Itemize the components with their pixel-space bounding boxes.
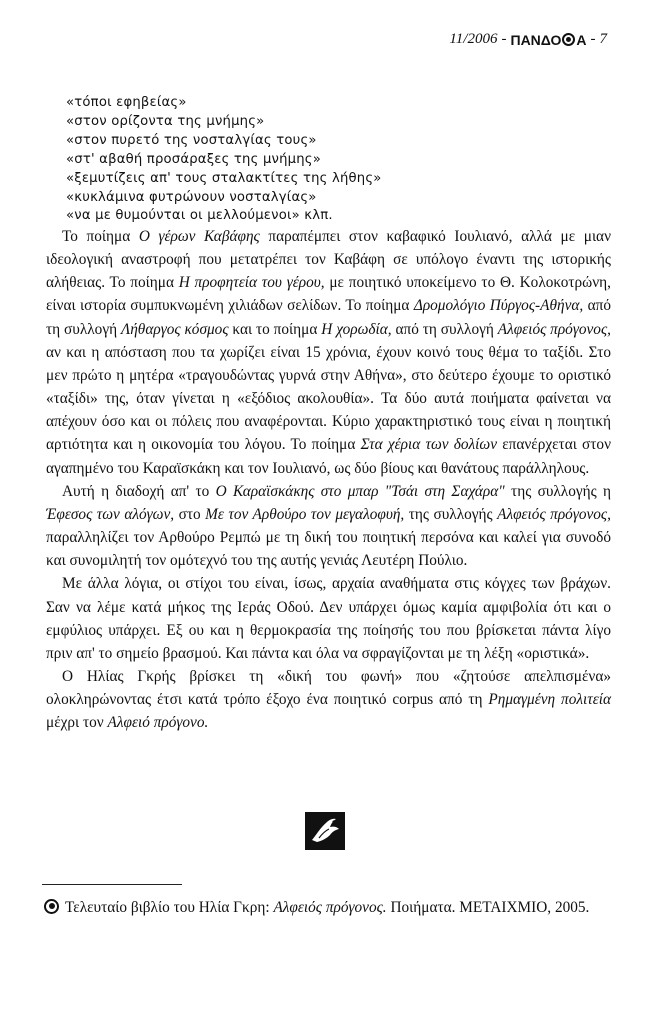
text-run: από τη συλλογή — [46, 297, 611, 338]
figure-ornament-icon — [305, 812, 345, 850]
text-run: από τη συλλογή — [391, 320, 498, 338]
header-separator-2: - — [590, 31, 596, 47]
footnote-marker-icon — [44, 899, 59, 914]
text-run: της συλλογής — [404, 505, 498, 523]
poem-title: Με τον Αρθούρο τον μεγαλοφυή, — [205, 505, 405, 523]
footnote-text: Τελευταίο βιβλίο του Ηλία Γκρη: — [65, 899, 274, 916]
brand-right: Α — [576, 31, 587, 48]
poem-title: Η χορωδία, — [321, 320, 392, 338]
text-run: Αυτή η διαδοχή απ' το — [62, 482, 216, 500]
paragraph-1 — [46, 225, 611, 480]
text-run: στο — [174, 505, 206, 523]
collection-title: Λήθαργος κόσμος — [120, 320, 229, 338]
running-header — [449, 31, 607, 48]
collection-title: Αλφειό πρόγονο. — [107, 714, 209, 732]
collection-title: Έφεσος των αλόγων, — [46, 505, 175, 523]
poem-title: Δρομολόγιο Πύργος-Αθήνα, — [413, 297, 584, 315]
paragraph-3: Με άλλα λόγια, οι στίχοι του είναι, ίσως, αρχαία αναθήματα στις κόγχες των βράχων. Σαν να λέμε κατά μήκος της Ιεράς Οδού. Δεν υπάρχει όμως καμία αμφιβολία ότι και ο εμφύλιος υπάρχει. Εξ ου και η θερμοκρασία της ποίησής του που βρίσκεται πάντα λίγο πριν απ' το σημείο βρασμού. Και πάντα και όλα να σφραγίζονται με τη λέξη «οριστικά». — [46, 575, 611, 662]
ornament-figure-icon — [305, 812, 345, 850]
quote-line: «ξεμυτίζεις απ' τους σταλακτίτες της λήθης» — [66, 170, 382, 186]
quote-line: «να με θυμούνται οι μελλούμενοι» κλπ. — [66, 208, 333, 224]
text-run: της συλλογής η — [504, 482, 611, 500]
magazine-brand — [510, 32, 586, 48]
issue-number: 11/2006 — [449, 31, 498, 47]
text-run: παραπέμπει στον καβαφικό Ιουλιανό, αλλά με μιαν ιδεολογική αναστροφή που μετατρέπει τον Καβάφη σε υπόλογο έναντι της ιστορικής αλήθειας. Το ποίημα — [46, 228, 611, 292]
collection-title: Αλφειός πρόγονος, — [497, 320, 611, 338]
page-number: 7 — [599, 31, 607, 47]
quote-line: «τόποι εφηβείας» — [66, 95, 187, 110]
poem-title: Ο Καραϊσκάκης στο μπαρ "Τσάι στη Σαχάρα" — [215, 482, 505, 500]
poem-title: Ο γέρων Καβάφης — [138, 228, 260, 245]
brand-logo-icon — [562, 33, 575, 46]
footnote-divider — [42, 884, 182, 885]
collection-title: Ρημαγμένη πολιτεία — [488, 691, 612, 709]
text-run: παραλληλίζει τον Αρθούρο Ρεμπώ με τη δική του ποιητική περσόνα και καλεί για συνοδό και συνομιλητή τον ομότεχνό του της αυτής γενιάς Λευτέρη Πούλιο. — [46, 529, 611, 570]
poem-title: Στα χέρια των δολίων — [360, 436, 497, 454]
text-run: με ποιητικό υποκείμενο το Θ. Κολοκοτρώνη, είναι ιστορία συμπυκνωμένη χιλιάδων σελίδων. Το ποίημα — [46, 274, 611, 315]
quote-line: «στ' αβαθή προσάραξες της μνήμης» — [66, 151, 322, 167]
brand-left: ΠΑΝΔΟ — [510, 31, 562, 48]
text-run: μέχρι τον — [46, 714, 108, 732]
quote-line: «στον πυρετό της νοσταλγίας τους» — [66, 132, 317, 148]
paragraph-2 — [46, 480, 611, 573]
collection-title: Αλφειός πρόγονος, — [497, 505, 611, 523]
text-run: Ο Ηλίας Γκρής βρίσκει τη «δική του φωνή» που «ζητούσε απελπισμένα» ολοκληρώνοντας έτσι κατά τρόπο έξοχο ένα ποιητικό corpus από τη — [46, 667, 611, 709]
quote-line: «στον ορίζοντα της μνήμης» — [66, 113, 265, 129]
header-separator: - — [501, 31, 507, 47]
paragraph-4 — [46, 665, 611, 734]
text-run: αν και η απόσταση που τα χωρίζει είναι 15 χρόνια, έχουν κοινό τους θέμα το ταξίδι. Στο μεν πρώτο η μητέρα «τραγουδώντας γυρνά στην Αθήνα», στο δεύτερο έχουμε το οριστικό «ταξίδι» της, όταν γίνεται η «εξόδιος ακολουθία». Τα δύο αυτά ποιήματα φαίνεται να απέχουν όσο και οι πόλεις που αναφέρονται. Κύριο χαρακτηριστικό τους είναι η ποιητική αρτιότητα και η οικονομία του λόγου. Το ποίημα — [46, 343, 611, 454]
footnote — [44, 896, 610, 919]
article-body — [46, 225, 611, 734]
footnote-book-title: Αλφειός πρόγονος. — [273, 899, 387, 916]
footnote-text: Ποιήματα. ΜΕΤΑΙΧΜΙΟ, 2005. — [386, 899, 590, 916]
text-run: επανέρχεται στον αγαπημένο του Καραϊσκάκη και τον Ιουλιανό, ως δύο βίους και θανάτους παράλληλους. — [46, 436, 611, 477]
quoted-lines — [66, 94, 382, 226]
poem-title: Η προφητεία του γέρου, — [178, 274, 325, 292]
text-run: Το ποίημα — [62, 228, 139, 245]
text-run: και το ποίημα — [228, 320, 322, 338]
quote-line: «κυκλάμινα φυτρώνουν νοσταλγίας» — [66, 189, 317, 205]
